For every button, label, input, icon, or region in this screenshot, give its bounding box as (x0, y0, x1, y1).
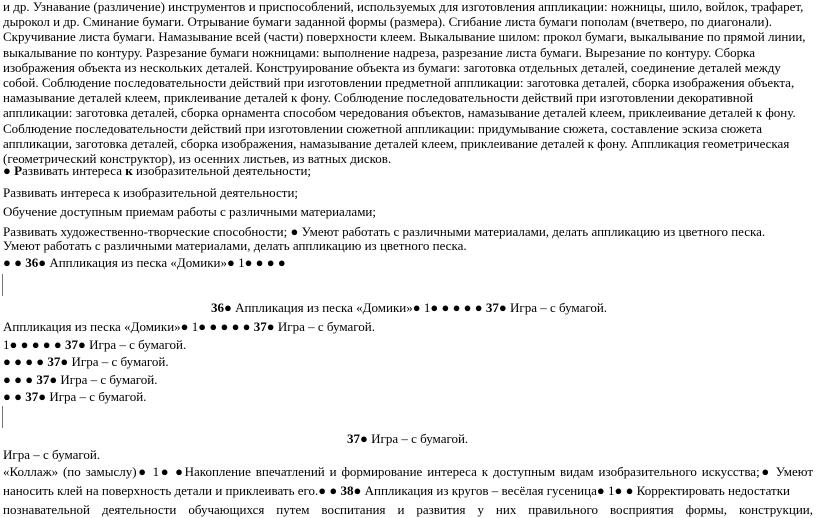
lesson-title: Аппликация из песка «Домики»● 1● ● ● ● ● (3, 319, 254, 334)
lesson-number: 37 (485, 300, 499, 315)
lesson-line-4 (3, 354, 169, 370)
text-line-razvivat (3, 163, 311, 179)
bullet-r: ● Р (3, 163, 23, 178)
lesson-line-3 (3, 372, 158, 388)
text-line-obuchenie: Обучение доступным приемам работы с различными материалами; (3, 204, 376, 219)
lesson-number: 36 (25, 255, 39, 270)
bullets: 1● ● ● ● ● (3, 337, 66, 352)
lesson-title: ● Игра – с бумагой. (498, 300, 608, 315)
lesson-title: ● Игра – с бумагой. (38, 389, 147, 404)
lesson-number: 37 (253, 319, 267, 334)
text-line-igra: Игра – с бумагой. (3, 447, 101, 462)
bullets: ● ● ● (3, 372, 37, 387)
lesson-line-app (3, 319, 375, 335)
text-fragment-bold: к (125, 163, 133, 178)
text-line-razvivat-2: Развивать интереса к изобразительной деятельности; (3, 185, 299, 200)
margin-bar (2, 274, 3, 296)
text-fragment: азвивать интереса (22, 163, 126, 178)
margin-bar (2, 406, 3, 428)
bullets: ● ● (3, 389, 26, 404)
bullets: ● ● ● ● (3, 354, 48, 369)
text-line-umeyut: Умеют работать с различными материалами, делать аппликацию из цветного песка. (3, 238, 467, 253)
body-paragraph: и др. Узнавание (различение) инструментов и приспособлений, используемых для изготовления аппликации: ножницы, шило, войлок, трафарет, дырокол и др. Сминание бумаги. Отрывание бумаги заданной формы (размера). Сгибание листа бумаги пополам (вчетверо, по диагонали). Скручивание листа бумаги. Намазывание всей (части) поверхности клеем. Выкалывание шилом: прокол бумаги, выкалывание по прямой линии, выкалывание по контуру. Разрезание бумаги ножницами: выполнение надреза, разрезание листа бумаги. Вырезание по контуру. Сборка изображения объекта из нескольких деталей. Конструирование объекта из бумаги: заготовка отдельных деталей, соединение деталей между собой. Соблюдение последовательности действий при изготовлении предметной аппликации: заготовка деталей, сборка изображения объекта, намазывание деталей клеем, приклеивание деталей к фону. Соблюдение последовательности действий при изготовлении декоративной аппликации: заготовка деталей, сборка орнамента способом чередования объектов, намазывание деталей клеем, приклеивание деталей к фону. Соблюдение последовательности действий при изготовлении сюжетной аппликации: придумывание сюжета, составление эскиза сюжета аппликации, заготовка деталей, сборка изображения, намазывание деталей клеем, приклеивание деталей к фону. Аппликация геометрическая (геометрический конструктор), из осенних листьев, из ватных дисков. (3, 0, 806, 167)
lesson-line-36 (3, 255, 286, 271)
lesson-title: ● Игра – с бумагой. (266, 319, 375, 334)
lesson-title: ● Игра – с бумагой. (60, 354, 169, 369)
lesson-number: 37 (65, 337, 79, 352)
lesson-title: ● Аппликация из песка «Домики»● 1● ● ● ● (38, 255, 286, 270)
lesson-title: ● Игра – с бумагой. (360, 431, 469, 446)
text-line-hudozh: Развивать художественно-творческие способности; ● Умеют работать с различными материалами, делать аппликацию из цветного песка. (3, 224, 766, 239)
lesson-title: ● Игра – с бумагой. (49, 372, 158, 387)
lesson-line-2 (3, 389, 146, 405)
lesson-line-38 (3, 483, 790, 499)
lesson-line-36-centered (211, 300, 607, 316)
lesson-title: ● Аппликация из кругов – весёлая гусеница● 1● ● Корректировать недостатки (353, 483, 791, 498)
text-line-kollazh: «Коллаж» (по замыслу)● 1● ●Накопление впечатлений и формирование интереса к доступным видам изобразительного искусства;● Умеют (3, 464, 813, 479)
lesson-number: 37 (25, 389, 39, 404)
text-line-poznav: познавательной деятельности обучающихся путем воспитания и развития у них правильного восприятия формы, конструкции, (3, 502, 813, 517)
lesson-number: 37 (47, 354, 61, 369)
text-fragment: изобразительной деятельности; (132, 163, 312, 178)
lesson-number: 36 (211, 300, 224, 315)
bullets: ● ● (3, 255, 26, 270)
lesson-number: 37 (347, 431, 360, 446)
lesson-title: ● Аппликация из песка «Домики»● 1● ● ● ● ● (224, 300, 486, 315)
lesson-line-1 (3, 337, 186, 353)
lesson-line-37-centered (347, 431, 468, 447)
lesson-number: 38 (340, 483, 354, 498)
lesson-number: 37 (36, 372, 50, 387)
lesson-title: наносить клей на поверхность детали и приклеивать его.● ● (3, 483, 341, 498)
lesson-title: ● Игра – с бумагой. (78, 337, 187, 352)
